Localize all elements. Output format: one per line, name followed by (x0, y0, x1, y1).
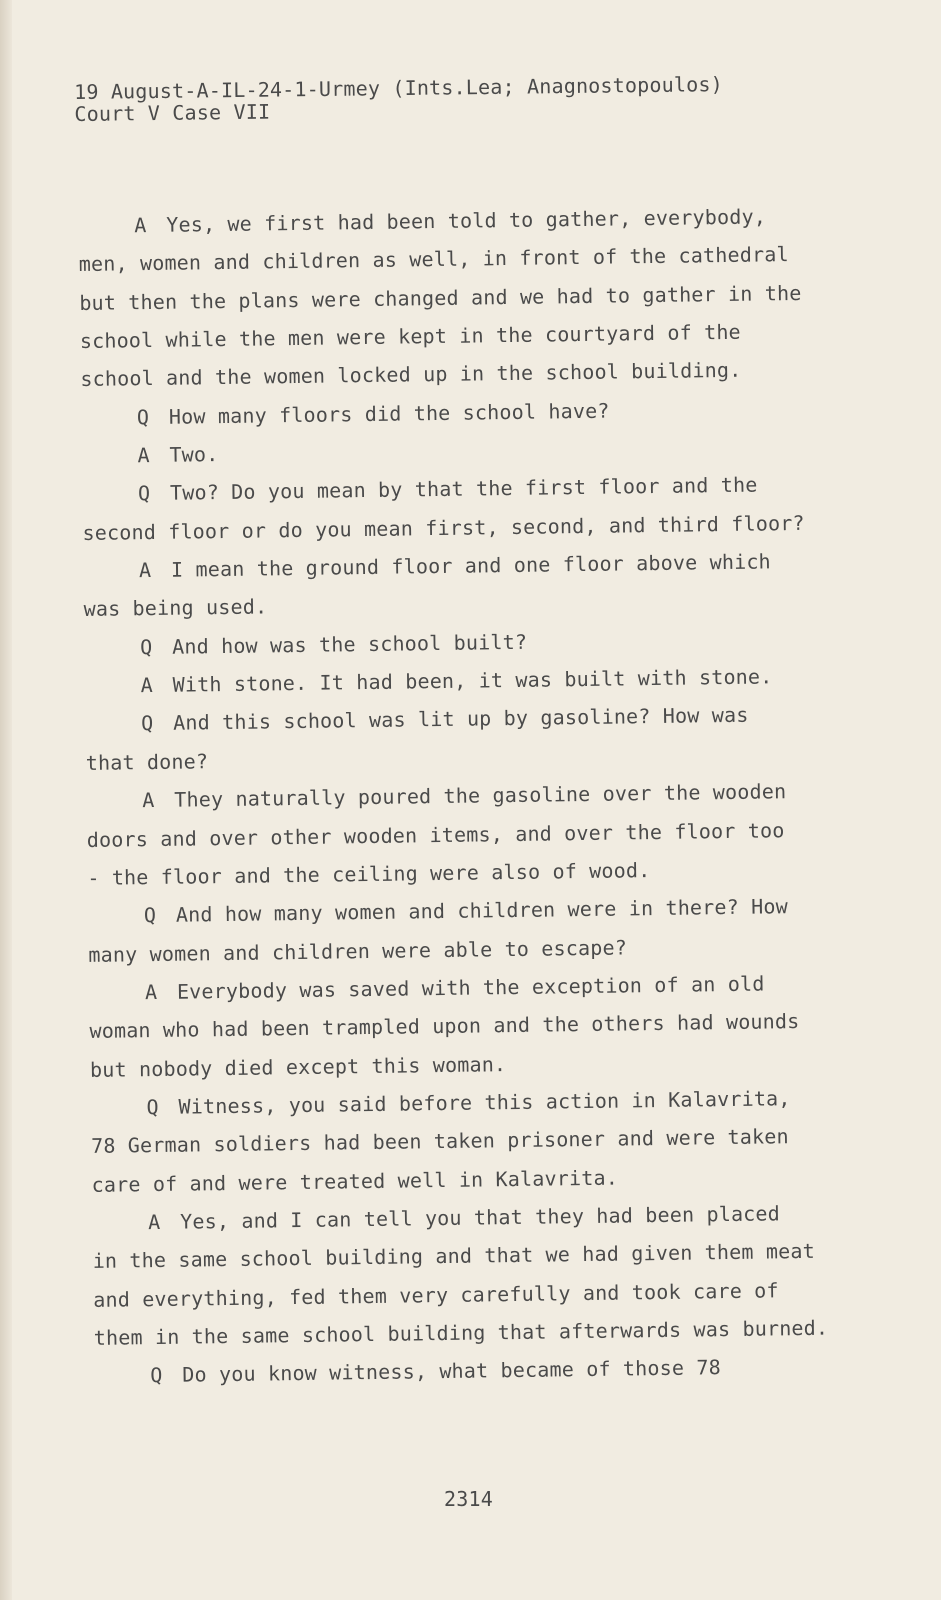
line-text: I mean the ground floor and one floor above which (170, 549, 771, 582)
speaker-mark: Q (139, 634, 153, 659)
line-text: Witness, you said before this action in Kalavrita, (178, 1086, 791, 1119)
line-text: 78 German soldiers had been taken prisoner and were taken (90, 1124, 789, 1159)
speaker-mark: Q (136, 404, 150, 429)
line-text: Everybody was saved with the exception of an old (176, 971, 765, 1004)
line-text: them in the same school building that afterwards was burned. (93, 1315, 829, 1350)
page-number: 2314 (444, 1487, 493, 1511)
document-header (74, 73, 723, 125)
line-text: Two. (169, 442, 219, 467)
speaker-mark: Q (146, 1094, 159, 1120)
line-text: but then the plans were changed and we had to gather in the (79, 280, 802, 315)
line-text: - the floor and the ceiling were also of wood. (87, 857, 651, 890)
header-court-line: Court V Case VII (74, 99, 271, 126)
line-text: that done? (85, 749, 209, 775)
line-text: And how many women and children were in there? How (175, 894, 789, 927)
speaker-mark: Q (143, 903, 157, 928)
line-text: was being used. (83, 594, 268, 622)
page-binding-edge (0, 0, 12, 1600)
speaker-mark: A (137, 443, 150, 468)
line-text: Do you know witness, what became of those 78 (182, 1355, 722, 1387)
header-session-line: 19 August-A-IL-24-1-Urmey (Ints.Lea; Anagnostopoulos) (73, 72, 724, 104)
line-text: doors and over other wooden items, and over the floor too (86, 817, 785, 852)
speaker-mark: A (138, 558, 152, 583)
line-text: care of and were treated well in Kalavrita. (91, 1165, 619, 1197)
line-text: woman who had been trampled upon and the others had wounds (89, 1009, 800, 1044)
speaker-mark: Q (150, 1363, 163, 1388)
speaker-mark: Q (141, 711, 154, 736)
speaker-mark: A (148, 1209, 161, 1235)
transcript-body (78, 197, 829, 1396)
line-text: school and the women locked up in the school building. (80, 358, 742, 392)
line-text: school while the men were kept in the courtyard of the (79, 319, 741, 354)
line-text: but nobody died except this woman. (89, 1051, 507, 1082)
line-text: men, women and children as well, in front of the cathedral (78, 242, 789, 277)
line-text: And how was the school built? (171, 629, 528, 659)
line-text: With stone. It had been, it was built with stone. (172, 664, 773, 697)
line-text: Two? Do you mean by that the first floor and the (169, 472, 758, 506)
line-text: Yes, and I can tell you that they had been placed (180, 1201, 781, 1234)
speaker-mark: A (140, 673, 154, 698)
speaker-mark: Q (137, 481, 151, 506)
line-text: and everything, fed them very carefully and took care of (93, 1277, 779, 1312)
speaker-mark: A (134, 213, 147, 238)
line-text: How many floors did the school have? (168, 398, 610, 429)
line-text: They naturally poured the gasoline over the wooden (174, 779, 787, 812)
line-text: Yes, we first had been told to gather, everybody, (166, 204, 767, 237)
line-text: And this school was lit up by gasoline? How was (173, 703, 749, 736)
speaker-mark: A (142, 788, 155, 813)
line-text: in the same school building and that we had given them meat (92, 1239, 816, 1274)
line-text: many women and children were able to escape? (88, 934, 628, 967)
speaker-mark: A (144, 979, 158, 1005)
line-text: second floor or do you mean first, second, and third floor? (82, 510, 805, 545)
